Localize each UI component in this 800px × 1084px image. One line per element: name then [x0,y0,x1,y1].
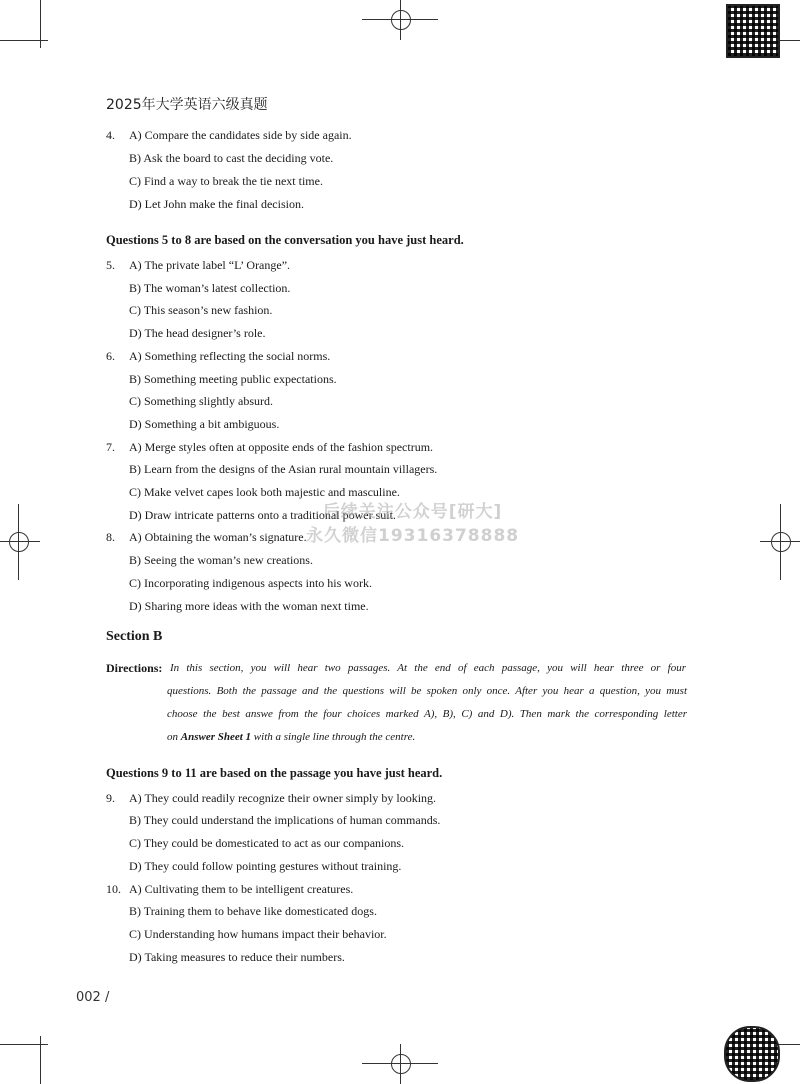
option-c: C) Understanding how humans impact their behavior. [129,927,387,941]
option-c: C) Find a way to break the tie next time. [129,174,323,188]
crop-mark [18,504,19,580]
question-number: 10. [106,882,121,896]
section-heading: Questions 9 to 11 are based on the passage you have just heard. [106,766,443,780]
registration-mark-icon [9,532,29,552]
option-a: A) Something reflecting the social norms. [129,349,331,363]
option-c: C) Make velvet capes look both majestic and masculine. [129,485,400,499]
registration-mark-icon [771,532,791,552]
question-number: 8. [106,530,115,544]
directions-text: questions. Both the passage and the questions will be spoken only once. After you hear a question, you must [167,685,687,697]
page-number: 002 / [76,990,110,1005]
crop-mark [0,541,40,542]
watermark-line: 后续关注公众号[研大] [322,502,503,522]
crop-mark [0,1044,48,1045]
qr-code-icon [726,4,780,58]
directions-text-part: with a single line through the centre. [251,731,416,743]
watermark-line: 永久微信19316378888 [306,526,520,546]
option-b: B) Something meeting public expectations. [129,372,337,386]
crop-mark [780,504,781,580]
question-number: 6. [106,349,115,363]
option-d: D) Let John make the final decision. [129,197,304,211]
directions-text [167,731,687,743]
answer-sheet-ref: Answer Sheet 1 [180,731,252,743]
option-c: C) Incorporating indigenous aspects into his work. [129,576,372,590]
option-a: A) The private label “L’ Orange”. [129,258,291,272]
crop-mark [400,1044,401,1084]
registration-mark-icon [391,10,411,30]
option-d: D) They could follow pointing gestures without training. [129,859,402,873]
page-title: 2025年大学英语六级真题 [106,97,268,113]
watermark [306,500,519,548]
qr-code-icon [724,1026,780,1082]
section-title: Section B [106,629,163,644]
question-number: 4. [106,128,115,142]
option-b: B) They could understand the implications of human commands. [129,813,441,827]
crop-mark [400,0,401,40]
section-heading: Questions 5 to 8 are based on the conversation you have just heard. [106,233,464,247]
option-b: B) The woman’s latest collection. [129,281,291,295]
directions-text-part: on [167,731,181,743]
option-d: D) Taking measures to reduce their numbers. [129,950,345,964]
question-number: 7. [106,440,115,454]
option-b: B) Seeing the woman’s new creations. [129,553,313,567]
option-c: C) This season’s new fashion. [129,303,273,317]
option-b: B) Training them to behave like domesticated dogs. [129,904,377,918]
option-c: C) Something slightly absurd. [129,394,273,408]
option-a: A) Compare the candidates side by side again. [129,128,352,142]
option-d: D) The head designer’s role. [129,326,266,340]
directions-text: In this section, you will hear two passages. At the end of each passage, you will hear three or four [170,662,686,674]
option-a: A) Cultivating them to be intelligent creatures. [129,882,354,896]
option-c: C) They could be domesticated to act as our companions. [129,836,405,850]
directions-text: choose the best answe from the four choices marked A), B), C) and D). Then mark the corresponding letter [167,708,687,720]
option-a: A) Merge styles often at opposite ends of the fashion spectrum. [129,440,434,454]
option-a: A) Obtaining the woman’s signature. [129,530,307,544]
question-number: 5. [106,258,115,272]
option-d: D) Sharing more ideas with the woman next time. [129,599,369,613]
option-b: B) Ask the board to cast the deciding vote. [129,151,334,165]
question-number: 9. [106,791,115,805]
registration-mark-icon [391,1054,411,1074]
option-d: D) Something a bit ambiguous. [129,417,280,431]
directions-label: Directions: [106,661,163,675]
option-d: D) Draw intricate patterns onto a traditional power suit. [129,508,396,522]
crop-mark [0,40,48,41]
option-a: A) They could readily recognize their owner simply by looking. [129,791,437,805]
option-b: B) Learn from the designs of the Asian rural mountain villagers. [129,462,438,476]
